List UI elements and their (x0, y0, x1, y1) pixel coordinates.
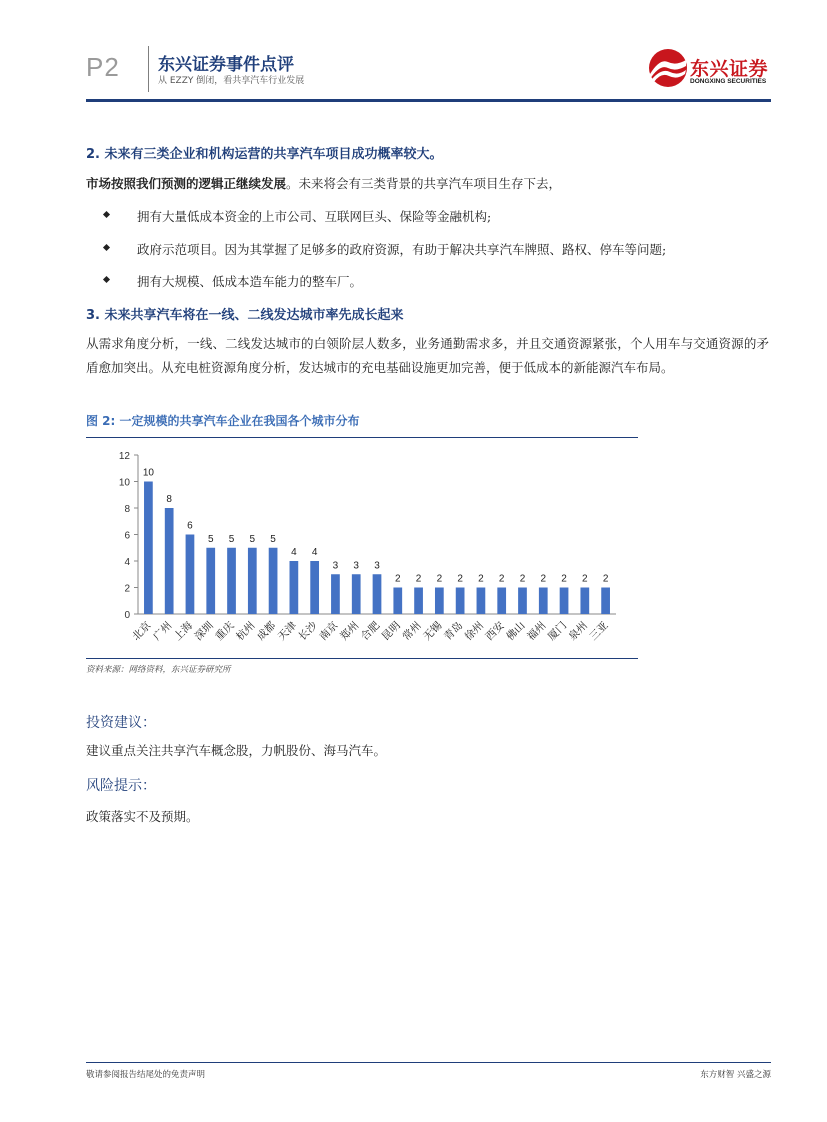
category-label: 泉州 (566, 619, 590, 643)
bar-3 (206, 548, 215, 614)
y-tick-label: 12 (118, 451, 130, 462)
section-3-title: 3. 未来共享汽车将在一线、二线发达城市率先成长起来 (86, 308, 404, 323)
category-label: 三亚 (587, 619, 611, 643)
bar-5 (248, 548, 257, 614)
bar-1 (165, 508, 174, 614)
category-label: 杭州 (234, 619, 258, 643)
category-label: 合肥 (358, 619, 383, 643)
data-label: 2 (457, 573, 463, 585)
bar-7 (290, 561, 299, 614)
figure-bottom-rule (86, 658, 638, 659)
y-tick-label: 0 (124, 610, 130, 621)
data-label: 5 (207, 533, 214, 545)
city-distribution-bar-chart (86, 440, 638, 658)
data-label: 2 (540, 573, 547, 585)
section-2-title: 2. 未来有三类企业和机构运营的共享汽车项目成功概率较大。 (86, 147, 443, 162)
bar-15 (456, 588, 465, 615)
data-label: 2 (395, 573, 401, 585)
data-label: 5 (270, 533, 276, 545)
category-label: 青岛 (441, 619, 466, 643)
category-label: 深圳 (192, 619, 216, 643)
category-label: 长沙 (296, 619, 320, 643)
y-tick-label: 6 (124, 530, 130, 542)
investment-text: 建议重点关注共享汽车概念股，力帆股份、海马汽车。 (86, 743, 387, 758)
bullet-diamond-icon (103, 211, 110, 218)
investment-heading: 投资建议： (86, 715, 156, 731)
report-subtitle: 从 EZZY 倒闭，看共享汽车行业发展 (158, 76, 305, 86)
y-tick-label: 10 (118, 477, 130, 489)
data-label: 8 (166, 494, 172, 505)
section-3-paragraph: 从需求角度分析，一线、二线发达城市的白领阶层人数多，业务通勤需求多，并且交通资源紧张，个人用车与交通资源的矛盾愈加突出。从充电桩资源角度分析，发达城市的充电基础设施更加完善，便于低成本的新能源汽车布局。 (86, 336, 769, 375)
footer-rule (86, 1062, 771, 1063)
page-number: P2 (86, 52, 120, 82)
category-label: 徐州 (462, 619, 487, 643)
data-label: 5 (249, 533, 256, 545)
bullet-diamond-icon (103, 244, 110, 251)
data-label: 2 (582, 573, 588, 585)
data-label: 2 (561, 573, 567, 585)
section-2-lead (86, 172, 769, 196)
y-tick-label: 2 (124, 583, 130, 595)
figure-top-rule (86, 437, 638, 438)
category-label: 成都 (254, 619, 279, 643)
bar-10 (352, 574, 361, 614)
section-2-lead-rest: 。未来将会有三类背景的共享汽车项目生存下去， (286, 176, 562, 191)
logo-text: 东兴证券 (690, 58, 769, 80)
data-label: 4 (311, 547, 318, 558)
risk-heading: 风险提示： (86, 778, 156, 794)
risk-text: 政策落实不及预期。 (86, 809, 199, 824)
data-label: 3 (353, 560, 359, 572)
category-label: 郑州 (338, 619, 362, 643)
data-label: 6 (187, 520, 193, 532)
data-label: 3 (374, 560, 380, 572)
bar-4 (227, 548, 236, 614)
bar-19 (539, 588, 548, 615)
category-label: 西安 (483, 619, 507, 643)
logo-english: DONGXING SECURITIES (690, 78, 767, 85)
category-label: 北京 (130, 619, 154, 643)
y-tick-label: 8 (124, 504, 130, 515)
bar-6 (269, 548, 278, 614)
figure-source: 资料来源：网络资料，东兴证券研究所 (86, 665, 231, 675)
report-type: 东兴证券事件点评 (158, 55, 294, 75)
data-label: 4 (291, 547, 297, 558)
y-tick-label: 4 (124, 557, 130, 568)
data-label: 2 (478, 573, 484, 585)
bar-8 (310, 561, 319, 614)
data-label: 10 (142, 467, 154, 479)
category-label: 上海 (171, 619, 196, 643)
bullet-item: 拥有大量低成本资金的上市公司、互联网巨头、保险等金融机构; (110, 207, 491, 225)
bar-2 (186, 535, 195, 615)
category-label: 佛山 (504, 619, 528, 643)
bar-0 (144, 482, 153, 615)
data-label: 3 (332, 560, 339, 572)
bar-11 (373, 574, 382, 614)
bar-12 (393, 588, 402, 615)
bar-18 (518, 588, 527, 615)
dongxing-logo-icon (646, 48, 690, 88)
bullet-item: 政府示范项目。因为其掌握了足够多的政府资源，有助于解决共享汽车牌照、路权、停车等问题; (110, 240, 666, 258)
header-rule (86, 99, 771, 102)
section-2-lead-bold: 市场按照我们预测的逻辑正继续发展 (86, 176, 287, 191)
figure-title: 图 2: 一定规模的共享汽车企业在我国各个城市分布 (86, 414, 360, 428)
data-label: 2 (602, 573, 609, 585)
category-label: 福州 (525, 619, 549, 643)
category-label: 南京 (317, 619, 341, 643)
category-label: 常州 (400, 619, 424, 643)
category-label: 厦门 (545, 619, 570, 643)
category-label: 重庆 (213, 619, 237, 643)
footer-disclaimer: 敬请参阅报告结尾处的免责声明 (86, 1070, 206, 1080)
data-label: 2 (519, 573, 526, 585)
category-label: 天津 (275, 619, 299, 643)
bar-9 (331, 574, 340, 614)
bar-13 (414, 588, 423, 615)
data-label: 2 (436, 573, 443, 585)
bullet-item: 拥有大规模、低成本造车能力的整车厂。 (110, 272, 362, 290)
data-label: 5 (228, 533, 235, 545)
bar-14 (435, 588, 444, 615)
data-label: 2 (415, 573, 422, 585)
category-label: 广州 (150, 619, 175, 643)
bar-20 (560, 588, 569, 615)
bar-22 (601, 588, 610, 615)
bullet-diamond-icon (103, 276, 110, 283)
category-label: 无锡 (421, 619, 445, 643)
data-label: 2 (498, 573, 505, 585)
bar-21 (580, 588, 589, 615)
bar-17 (497, 588, 506, 615)
header-divider (148, 46, 149, 92)
bar-16 (477, 588, 486, 615)
footer-slogan: 东方财智 兴盛之源 (700, 1070, 771, 1080)
category-label: 昆明 (379, 619, 403, 643)
